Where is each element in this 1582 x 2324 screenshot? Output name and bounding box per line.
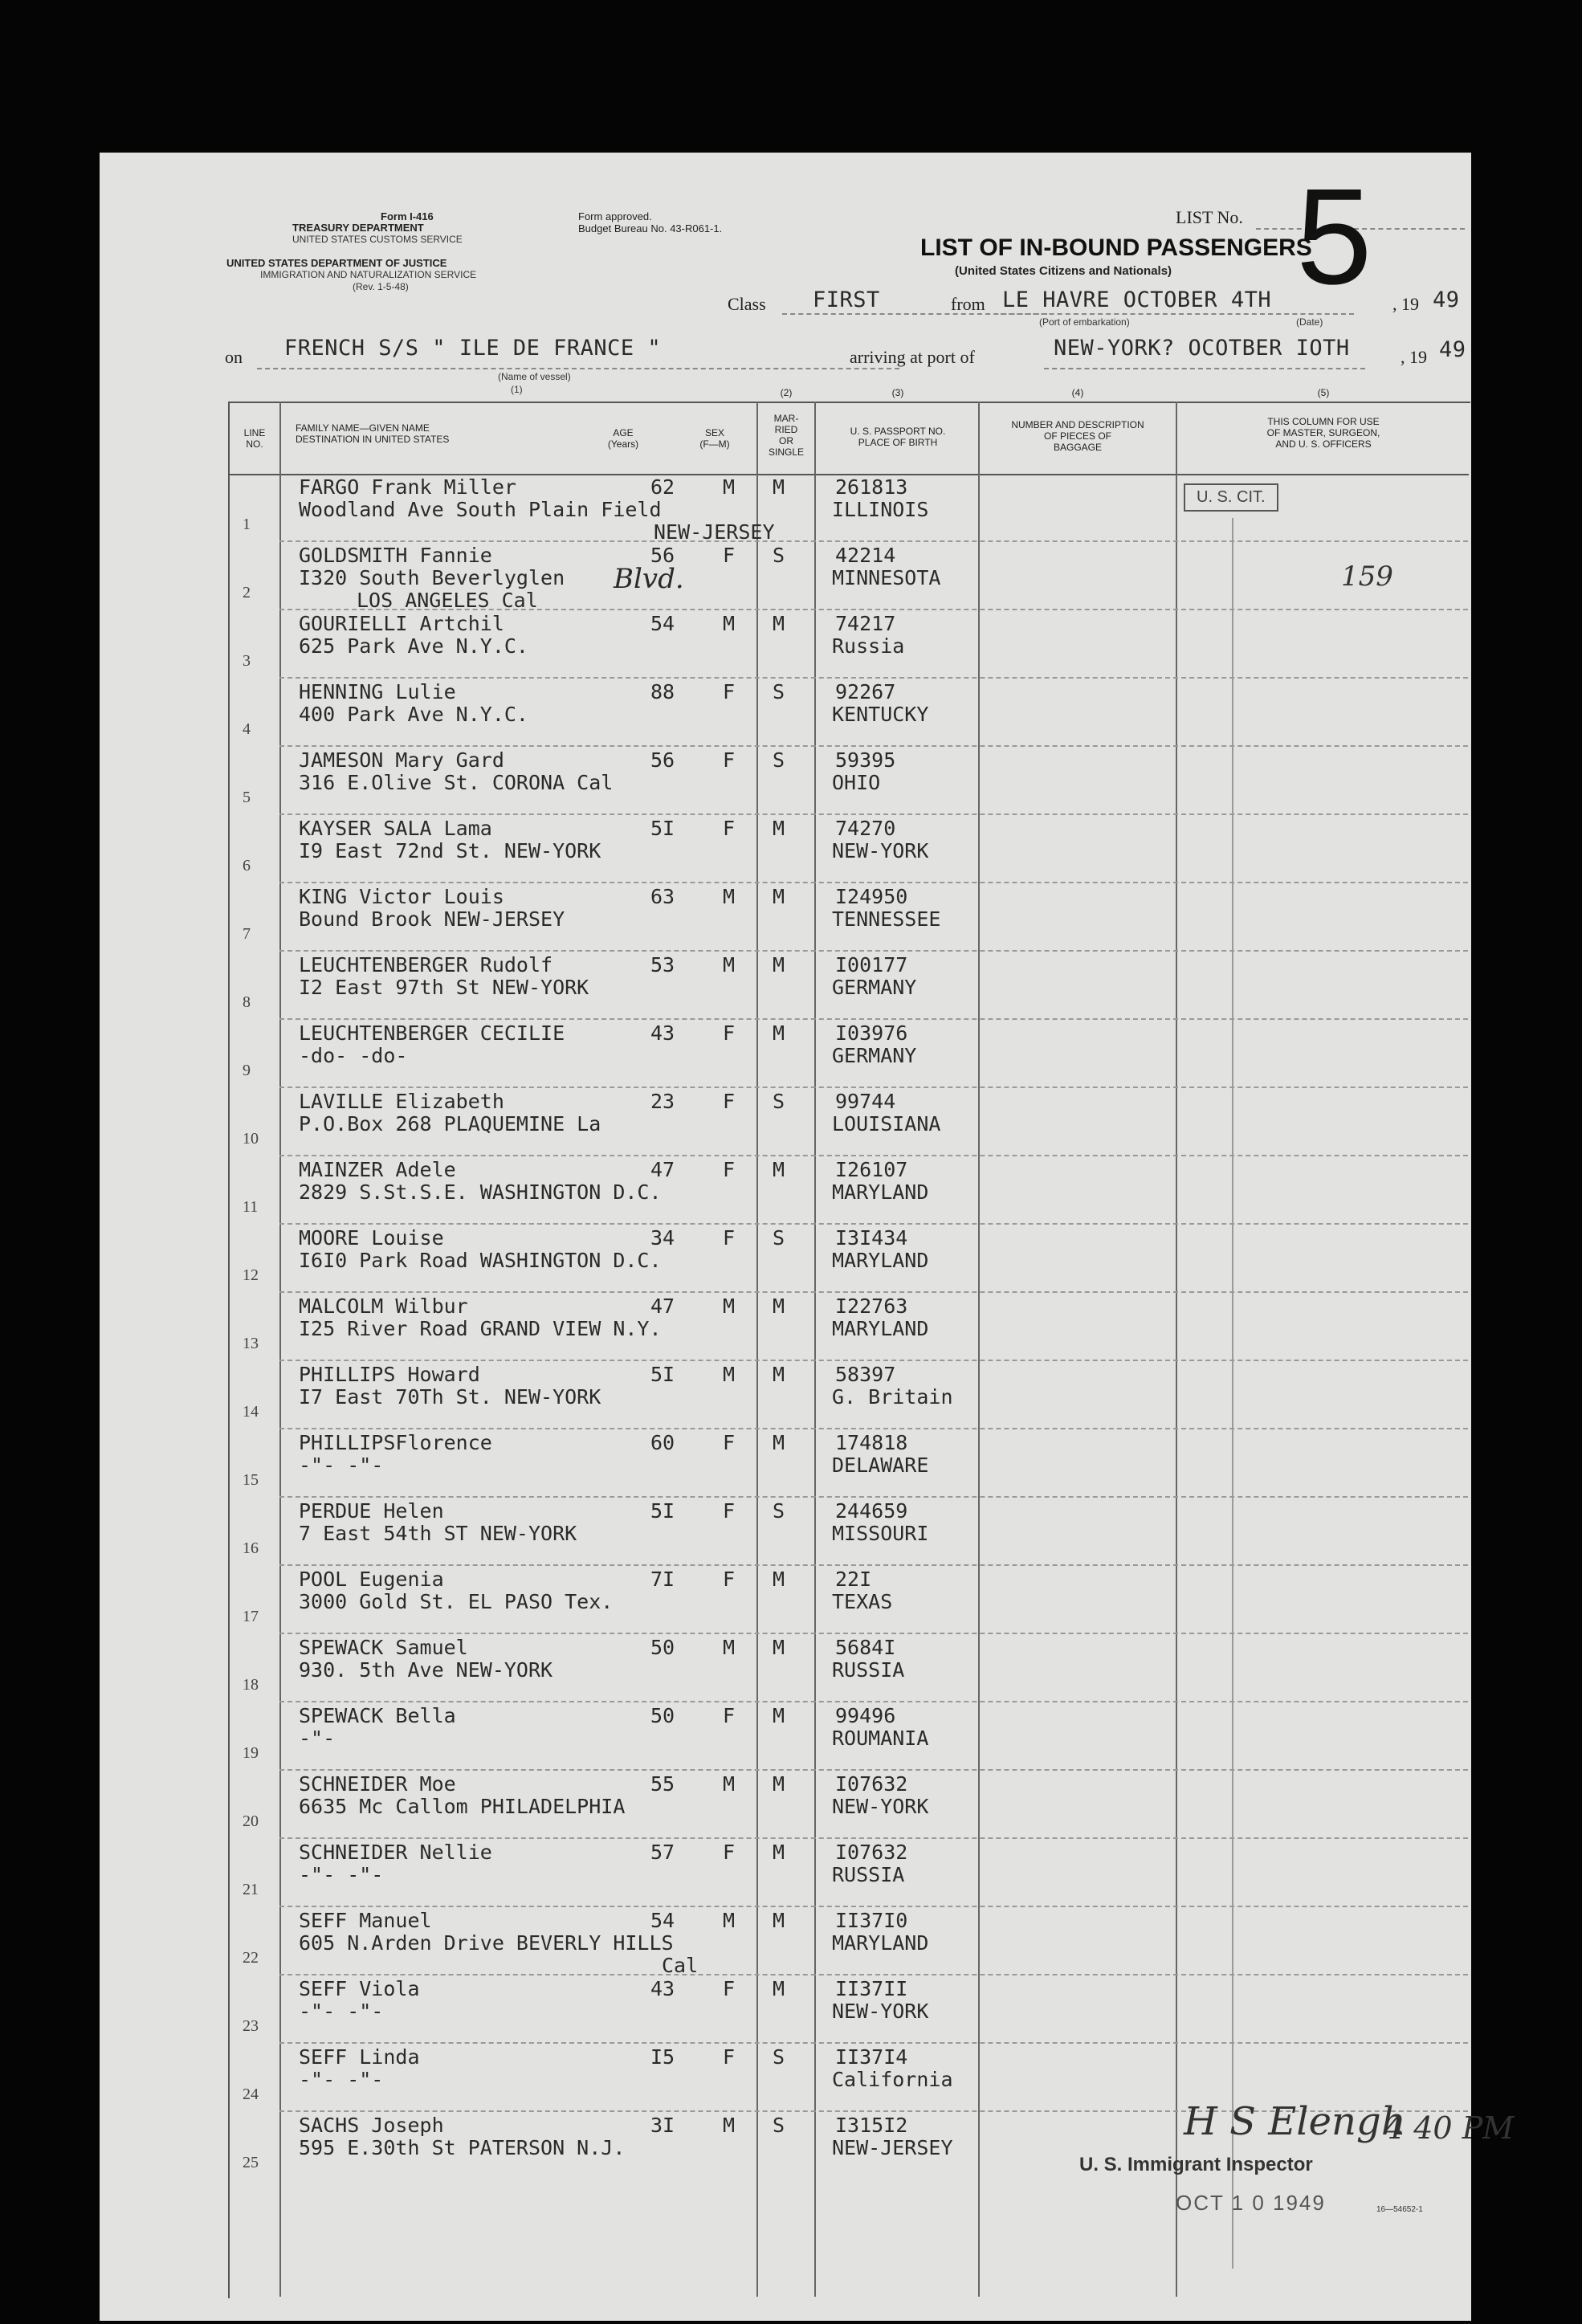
sex: F xyxy=(723,1431,736,1454)
age: 88 xyxy=(650,680,675,703)
arrival-year-prefix: , 19 xyxy=(1401,347,1427,367)
place-of-birth: LOUISIANA xyxy=(832,1112,941,1135)
place-of-birth: RUSSIA xyxy=(832,1658,905,1682)
from-label: from xyxy=(951,294,985,314)
arrival-value: NEW-YORK? OCOTBER IOTH xyxy=(1054,336,1350,361)
line-number: 5 xyxy=(243,789,251,806)
line-number: 22 xyxy=(243,1949,259,1967)
age: 60 xyxy=(650,1431,675,1454)
age: 34 xyxy=(650,1226,675,1250)
line-number: 21 xyxy=(243,1881,259,1898)
form-number: Form I-416 xyxy=(381,210,434,222)
line-number: 1 xyxy=(243,516,251,533)
passenger-name: KAYSER SALA Lama xyxy=(299,817,492,840)
table-row xyxy=(100,952,1471,1020)
sex: M xyxy=(723,953,736,976)
line-number: 25 xyxy=(243,2154,259,2171)
destination: 605 N.Arden Drive BEVERLY HILLS xyxy=(299,1931,674,1955)
form-revision: (Rev. 1-5-48) xyxy=(353,281,409,292)
line-number: 17 xyxy=(243,1608,259,1625)
line-number: 18 xyxy=(243,1676,259,1694)
arriving-label: arriving at port of xyxy=(850,347,975,367)
passenger-name: POOL Eugenia xyxy=(299,1568,444,1591)
table-row xyxy=(100,1907,1471,1975)
passenger-name: MALCOLM Wilbur xyxy=(299,1295,468,1318)
place-of-birth: ILLINOIS xyxy=(832,498,929,521)
arrival-line xyxy=(1044,368,1365,369)
destination: I320 South Beverlyglen xyxy=(299,566,565,589)
passenger-name: SEFF Viola xyxy=(299,1977,420,2000)
inspector-label: U. S. Immigrant Inspector xyxy=(1079,2154,1313,2175)
line-number: 8 xyxy=(243,993,251,1011)
table-row xyxy=(100,1293,1471,1361)
destination: I7 East 70Th St. NEW-YORK xyxy=(299,1385,601,1409)
place-of-birth: GERMANY xyxy=(832,1044,917,1067)
line-number: 24 xyxy=(243,2085,259,2103)
line-number: 10 xyxy=(243,1130,259,1148)
sex: F xyxy=(723,1090,736,1113)
col-header-passport: U. S. PASSPORT NO. PLACE OF BIRTH xyxy=(850,426,946,448)
form-budget-bureau: Budget Bureau No. 43-R061-1. xyxy=(578,222,723,234)
marital-status: M xyxy=(773,475,785,499)
destination: -"- -"- xyxy=(299,1454,384,1477)
sex: F xyxy=(723,544,736,567)
list-number-label: LIST No. xyxy=(1176,207,1243,227)
passport-number: 99496 xyxy=(835,1704,896,1727)
table-row xyxy=(100,1020,1471,1088)
table-row xyxy=(100,679,1471,747)
age: 50 xyxy=(650,1636,675,1659)
vessel-col-number: (1) xyxy=(511,384,523,395)
destination: -"- -"- xyxy=(299,2000,384,2023)
marital-status: M xyxy=(773,1295,785,1318)
marital-status: M xyxy=(773,1568,785,1591)
handwritten-annotation: Blvd. xyxy=(614,563,684,595)
sex: M xyxy=(723,1295,736,1318)
age: 43 xyxy=(650,1977,675,2000)
marital-status: S xyxy=(773,1226,785,1250)
marital-status: M xyxy=(773,1704,785,1727)
passport-number: 74270 xyxy=(835,817,896,840)
marital-status: M xyxy=(773,1636,785,1659)
destination: 6635 Mc Callom PHILADELPHIA xyxy=(299,1795,626,1818)
marital-status: M xyxy=(773,1431,785,1454)
col-number-3: (3) xyxy=(891,387,904,398)
table-row xyxy=(100,815,1471,883)
from-line xyxy=(1001,313,1354,315)
passport-number: II37I0 xyxy=(835,1909,908,1932)
passenger-name: SACHS Joseph xyxy=(299,2114,444,2137)
destination: I9 East 72nd St. NEW-YORK xyxy=(299,839,601,862)
sex: M xyxy=(723,1636,736,1659)
col-header-baggage: NUMBER AND DESCRIPTION OF PIECES OF BAGGAGE xyxy=(1011,419,1144,453)
marital-status: S xyxy=(773,544,785,567)
destination: Woodland Ave South Plain Field xyxy=(299,498,662,521)
table-row xyxy=(100,1429,1471,1498)
passport-number: 174818 xyxy=(835,1431,908,1454)
place-of-birth: ROUMANIA xyxy=(832,1727,929,1750)
passenger-name: SEFF Linda xyxy=(299,2045,420,2069)
destination: 930. 5th Ave NEW-YORK xyxy=(299,1658,553,1682)
passenger-name: SCHNEIDER Nellie xyxy=(299,1841,492,1864)
table-row xyxy=(100,747,1471,815)
marital-status: S xyxy=(773,1090,785,1113)
passport-number: 99744 xyxy=(835,1090,896,1113)
sex: F xyxy=(723,748,736,772)
destination: -"- -"- xyxy=(299,2068,384,2091)
sex: F xyxy=(723,2045,736,2069)
line-number: 7 xyxy=(243,925,251,943)
passport-number: I07632 xyxy=(835,1772,908,1796)
age: 5I xyxy=(650,817,675,840)
place-of-birth: G. Britain xyxy=(832,1385,953,1409)
marital-status: M xyxy=(773,1977,785,2000)
date-caption: (Date) xyxy=(1296,316,1323,328)
passport-number: I24950 xyxy=(835,885,908,908)
line-number: 12 xyxy=(243,1266,259,1284)
place-of-birth: OHIO xyxy=(832,771,881,794)
age: 63 xyxy=(650,885,675,908)
class-label: Class xyxy=(728,294,766,314)
line-number: 20 xyxy=(243,1812,259,1830)
table-row xyxy=(100,474,1471,542)
place-of-birth: MARYLAND xyxy=(832,1180,929,1204)
age: 5I xyxy=(650,1363,675,1386)
sex: M xyxy=(723,1909,736,1932)
list-number: 5 xyxy=(1296,161,1372,313)
line-number: 14 xyxy=(243,1403,259,1421)
age: 55 xyxy=(650,1772,675,1796)
class-value: FIRST xyxy=(813,287,880,312)
sex: F xyxy=(723,1704,736,1727)
col-header-age: AGE (Years) xyxy=(607,427,639,450)
passenger-name: MAINZER Adele xyxy=(299,1158,456,1181)
line-number: 15 xyxy=(243,1471,259,1489)
table-row xyxy=(100,1225,1471,1293)
date-stamp: OCT 1 0 1949 xyxy=(1176,2191,1326,2215)
marital-status: M xyxy=(773,1021,785,1045)
destination: 2829 S.St.S.E. WASHINGTON D.C. xyxy=(299,1180,662,1204)
place-of-birth: TENNESSEE xyxy=(832,907,941,931)
sex: F xyxy=(723,1021,736,1045)
col-header-officers: THIS COLUMN FOR USE OF MASTER, SURGEON, AND U. S. OFFICERS xyxy=(1266,416,1380,450)
time-note: 4 40 PM xyxy=(1384,2110,1515,2146)
age: 47 xyxy=(650,1295,675,1318)
sex: F xyxy=(723,1841,736,1864)
vessel-caption: (Name of vessel) xyxy=(498,371,571,382)
age: 23 xyxy=(650,1090,675,1113)
passenger-name: GOLDSMITH Fannie xyxy=(299,544,492,567)
arrival-year: 49 xyxy=(1439,337,1466,362)
passport-number: 261813 xyxy=(835,475,908,499)
age: 62 xyxy=(650,475,675,499)
table-row xyxy=(100,883,1471,952)
place-of-birth: GERMANY xyxy=(832,976,917,999)
line-number: 9 xyxy=(243,1062,251,1079)
line-number: 6 xyxy=(243,857,251,875)
destination: Bound Brook NEW-JERSEY xyxy=(299,907,565,931)
passenger-name: SPEWACK Bella xyxy=(299,1704,456,1727)
marital-status: S xyxy=(773,2045,785,2069)
place-of-birth: Russia xyxy=(832,634,905,658)
on-label: on xyxy=(225,347,243,367)
passenger-name: SPEWACK Samuel xyxy=(299,1636,468,1659)
passport-number: I03976 xyxy=(835,1021,908,1045)
destination: I6I0 Park Road WASHINGTON D.C. xyxy=(299,1249,662,1272)
sex: M xyxy=(723,2114,736,2137)
sex: M xyxy=(723,885,736,908)
age: 53 xyxy=(650,953,675,976)
destination: I25 River Road GRAND VIEW N.Y. xyxy=(299,1317,662,1340)
sex: M xyxy=(723,1772,736,1796)
place-of-birth: MINNESOTA xyxy=(832,566,941,589)
age: 47 xyxy=(650,1158,675,1181)
sex: F xyxy=(723,1568,736,1591)
passport-number: 59395 xyxy=(835,748,896,772)
passenger-name: PERDUE Helen xyxy=(299,1499,444,1523)
passport-number: I3I434 xyxy=(835,1226,908,1250)
age: 43 xyxy=(650,1021,675,1045)
print-code: 16—54652-1 xyxy=(1376,2205,1423,2214)
sex: M xyxy=(723,612,736,635)
destination: -"- -"- xyxy=(299,1863,384,1886)
destination: I2 East 97th St NEW-YORK xyxy=(299,976,589,999)
age: 56 xyxy=(650,544,675,567)
age: 7I xyxy=(650,1568,675,1591)
col-header-line: LINE NO. xyxy=(243,427,266,450)
form-dept-justice: UNITED STATES DEPARTMENT OF JUSTICE xyxy=(226,257,447,269)
place-of-birth: MARYLAND xyxy=(832,1317,929,1340)
line-number: 13 xyxy=(243,1335,259,1352)
passport-number: 92267 xyxy=(835,680,896,703)
table-row xyxy=(100,1566,1471,1634)
passenger-name: KING Victor Louis xyxy=(299,885,504,908)
sex: M xyxy=(723,1363,736,1386)
table-row xyxy=(100,1088,1471,1156)
destination: 3000 Gold St. EL PASO Tex. xyxy=(299,1590,614,1613)
passport-number: 5684I xyxy=(835,1636,896,1659)
age: I5 xyxy=(650,2045,675,2069)
sex: F xyxy=(723,1226,736,1250)
passenger-name: LEUCHTENBERGER CECILIE xyxy=(299,1021,565,1045)
sex: F xyxy=(723,680,736,703)
place-of-birth: NEW-YORK xyxy=(832,839,929,862)
line-number: 4 xyxy=(243,720,251,738)
passport-number: I07632 xyxy=(835,1841,908,1864)
place-of-birth: NEW-YORK xyxy=(832,1795,929,1818)
age: 57 xyxy=(650,1841,675,1864)
list-subtitle: (United States Citizens and Nationals) xyxy=(955,264,1172,278)
passport-number: II37II xyxy=(835,1977,908,2000)
marital-status: M xyxy=(773,1158,785,1181)
passenger-name: LAVILLE Elizabeth xyxy=(299,1090,504,1113)
col-header-sex: SEX (F—M) xyxy=(699,427,730,450)
marital-status: S xyxy=(773,2114,785,2137)
inspector-signature: H S Elengh xyxy=(1184,2099,1406,2144)
destination-cont: Cal xyxy=(662,1954,699,1977)
age: 3I xyxy=(650,2114,675,2137)
destination: 595 E.30th St PATERSON N.J. xyxy=(299,2136,626,2159)
passport-number: 42214 xyxy=(835,544,896,567)
passport-number: 22I xyxy=(835,1568,872,1591)
destination: 7 East 54th ST NEW-YORK xyxy=(299,1522,577,1545)
passenger-name: JAMESON Mary Gard xyxy=(299,748,504,772)
passenger-name: HENNING Lulie xyxy=(299,680,456,703)
col-header-married: MAR- RIED OR SINGLE xyxy=(768,413,804,458)
col-number-5: (5) xyxy=(1317,387,1330,398)
destination: -"- xyxy=(299,1727,336,1750)
place-of-birth: NEW-YORK xyxy=(832,2000,929,2023)
destination-cont: NEW-JERSEY xyxy=(654,520,775,544)
marital-status: M xyxy=(773,885,785,908)
passenger-name: FARGO Frank Miller xyxy=(299,475,516,499)
place-of-birth: TEXAS xyxy=(832,1590,893,1613)
passenger-name: PHILLIPSFlorence xyxy=(299,1431,492,1454)
age: 54 xyxy=(650,612,675,635)
marital-status: S xyxy=(773,1499,785,1523)
place-of-birth: NEW-JERSEY xyxy=(832,2136,953,2159)
place-of-birth: DELAWARE xyxy=(832,1454,929,1477)
age: 56 xyxy=(650,748,675,772)
passport-number: II37I4 xyxy=(835,2045,908,2069)
destination: 625 Park Ave N.Y.C. xyxy=(299,634,528,658)
form-dept-treasury: TREASURY DEPARTMENT xyxy=(292,222,424,234)
vessel-name: FRENCH S/S " ILE DE FRANCE " xyxy=(284,336,662,361)
form-dept-customs: UNITED STATES CUSTOMS SERVICE xyxy=(292,234,463,245)
sex: F xyxy=(723,1499,736,1523)
place-of-birth: MISSOURI xyxy=(832,1522,929,1545)
list-title: LIST OF IN-BOUND PASSENGERS xyxy=(920,234,1312,261)
count-note: 159 xyxy=(1341,561,1393,593)
marital-status: M xyxy=(773,953,785,976)
col-header-name: FAMILY NAME—GIVEN NAME DESTINATION IN UNITED STATES xyxy=(296,422,450,445)
year-value: 49 xyxy=(1433,287,1460,312)
age: 5I xyxy=(650,1499,675,1523)
table-row xyxy=(100,542,1471,610)
passenger-name: SEFF Manuel xyxy=(299,1909,432,1932)
place-of-birth: KENTUCKY xyxy=(832,703,929,726)
line-number: 11 xyxy=(243,1198,259,1216)
passport-number: 74217 xyxy=(835,612,896,635)
passenger-name: MOORE Louise xyxy=(299,1226,444,1250)
line-number: 16 xyxy=(243,1539,259,1557)
form-dept-ins: IMMIGRATION AND NATURALIZATION SERVICE xyxy=(260,269,477,280)
form-approved: Form approved. xyxy=(578,210,652,222)
line-number: 2 xyxy=(243,584,251,601)
marital-status: S xyxy=(773,748,785,772)
table-row xyxy=(100,1975,1471,2044)
line-number: 23 xyxy=(243,2017,259,2035)
passenger-name: SCHNEIDER Moe xyxy=(299,1772,456,1796)
destination: P.O.Box 268 PLAQUEMINE La xyxy=(299,1112,601,1135)
table-row xyxy=(100,1839,1471,1907)
table-row xyxy=(100,1361,1471,1429)
marital-status: S xyxy=(773,680,785,703)
line-number: 19 xyxy=(243,1744,259,1762)
manifest-sheet xyxy=(100,153,1515,2321)
destination: 400 Park Ave N.Y.C. xyxy=(299,703,528,726)
us-citizen-stamp: U. S. CIT. xyxy=(1184,483,1278,512)
passport-number: I315I2 xyxy=(835,2114,908,2137)
destination: -do- -do- xyxy=(299,1044,408,1067)
table-row xyxy=(100,1156,1471,1225)
passenger-name: PHILLIPS Howard xyxy=(299,1363,480,1386)
passenger-name: LEUCHTENBERGER Rudolf xyxy=(299,953,553,976)
age: 50 xyxy=(650,1704,675,1727)
sex: M xyxy=(723,475,736,499)
table-row xyxy=(100,1771,1471,1839)
col-number-2: (2) xyxy=(780,387,793,398)
destination: 316 E.Olive St. CORONA Cal xyxy=(299,771,614,794)
place-of-birth: MARYLAND xyxy=(832,1931,929,1955)
marital-status: M xyxy=(773,1841,785,1864)
marital-status: M xyxy=(773,817,785,840)
passport-number: 244659 xyxy=(835,1499,908,1523)
passport-number: I26107 xyxy=(835,1158,908,1181)
marital-status: M xyxy=(773,1772,785,1796)
place-of-birth: MARYLAND xyxy=(832,1249,929,1272)
marital-status: M xyxy=(773,1363,785,1386)
place-of-birth: California xyxy=(832,2068,953,2091)
port-caption: (Port of embarkation) xyxy=(1039,316,1130,328)
age: 54 xyxy=(650,1909,675,1932)
table-row xyxy=(100,610,1471,679)
passport-number: I00177 xyxy=(835,953,908,976)
sex: F xyxy=(723,1158,736,1181)
marital-status: M xyxy=(773,1909,785,1932)
marital-status: M xyxy=(773,612,785,635)
destination-cont: LOS ANGELES Cal xyxy=(357,589,538,612)
place-of-birth: RUSSIA xyxy=(832,1863,905,1886)
vessel-line xyxy=(257,368,899,369)
year-prefix: , 19 xyxy=(1392,294,1419,314)
table-row xyxy=(100,1498,1471,1566)
sex: F xyxy=(723,1977,736,2000)
from-value: LE HAVRE OCTOBER 4TH xyxy=(1002,287,1272,312)
passenger-name: GOURIELLI Artchil xyxy=(299,612,504,635)
table-row xyxy=(100,1634,1471,1702)
table-row xyxy=(100,1702,1471,1771)
passport-number: 58397 xyxy=(835,1363,896,1386)
passport-number: I22763 xyxy=(835,1295,908,1318)
line-number: 3 xyxy=(243,652,251,670)
col-number-4: (4) xyxy=(1071,387,1084,398)
sex: F xyxy=(723,817,736,840)
